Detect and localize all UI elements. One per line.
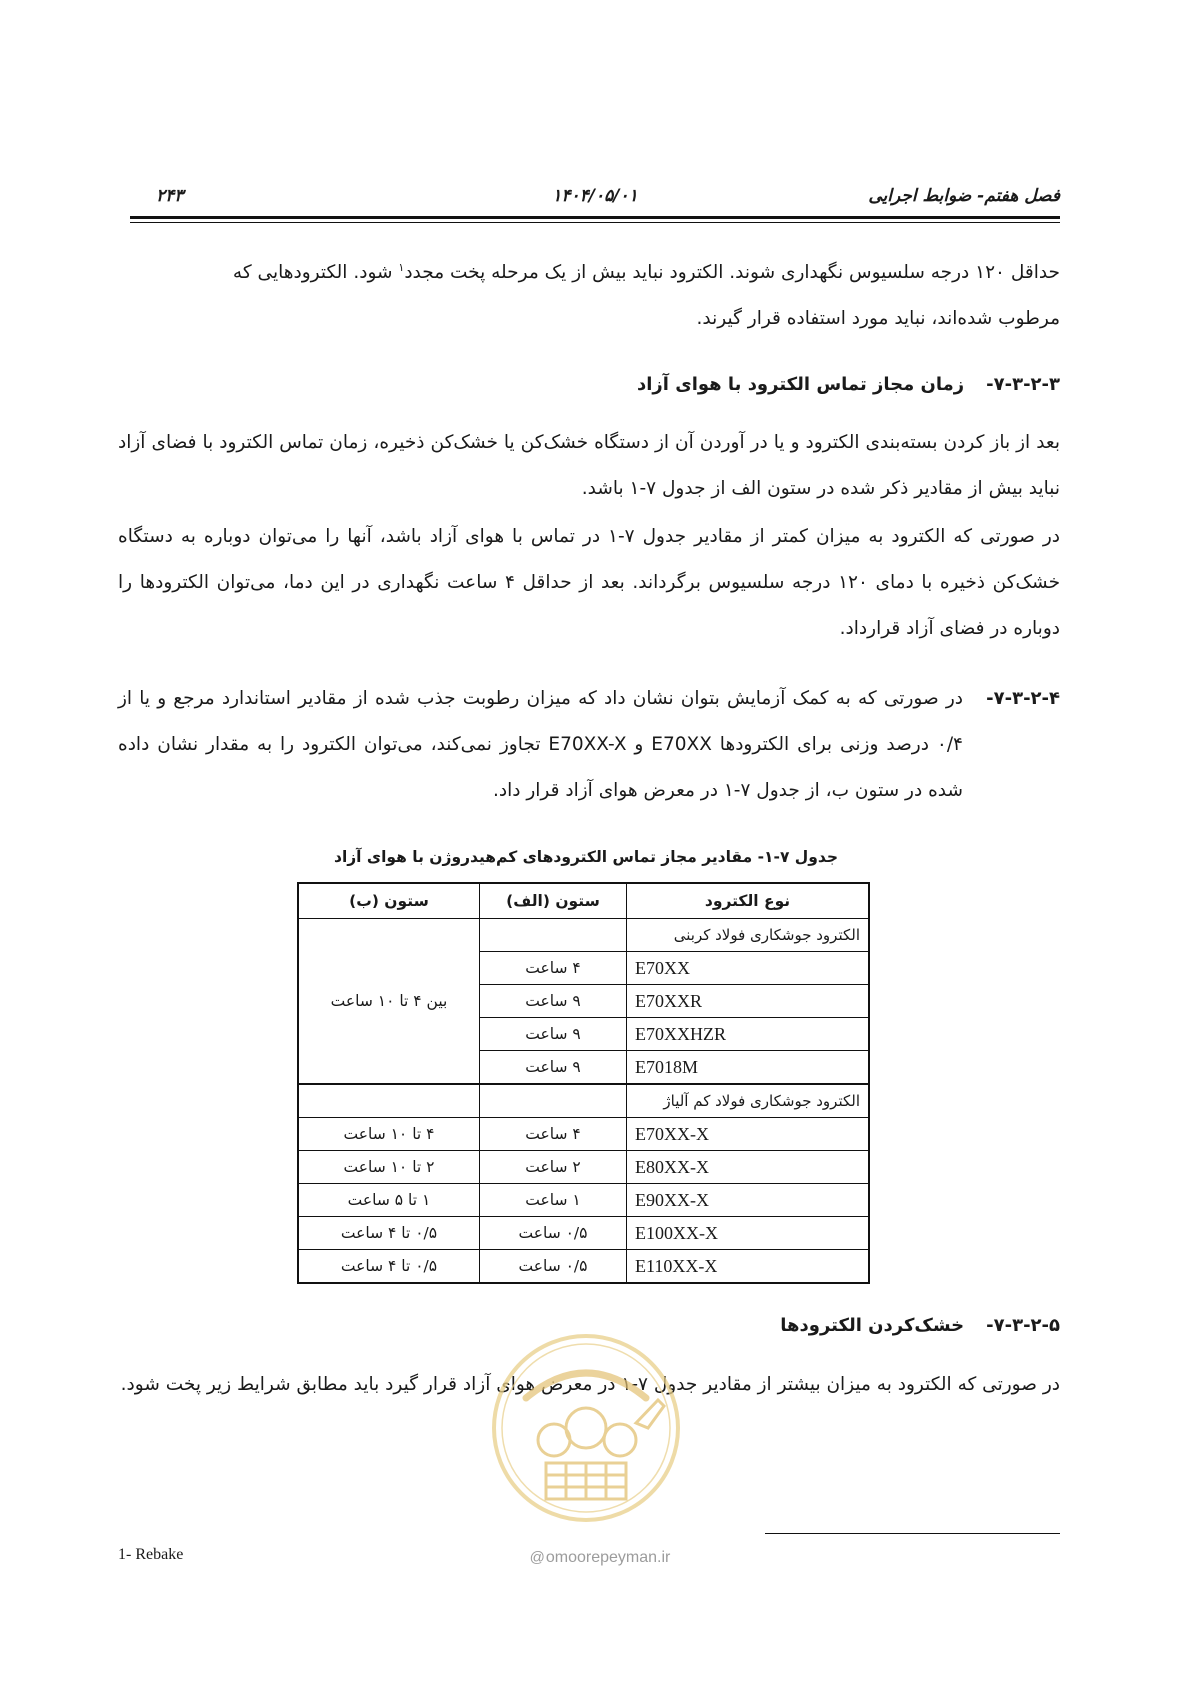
electrode-type-cell: E70XX-X <box>627 1118 870 1151</box>
table-cell-empty <box>298 1084 480 1118</box>
electrode-type-cell: E100XX-X <box>627 1217 870 1250</box>
column-a-cell: ۲ ساعت <box>480 1151 627 1184</box>
intro-line1: حداقل ۱۲۰ درجه سلسیوس نگهداری شوند. الکترود نباید بیش از یک مرحله پخت مجدد <box>404 262 1060 283</box>
header-column-a: ستون (الف) <box>480 883 627 919</box>
column-a-cell: ۹ ساعت <box>480 1018 627 1051</box>
footnote-mark: ۱ <box>398 260 405 274</box>
table-caption: جدول ۷-۱- مقادیر مجاز تماس الکترودهای کم‌هیدروژن با هوای آزاد <box>333 848 839 866</box>
electrode-type-cell: E90XX-X <box>627 1184 870 1217</box>
table-group-row <box>298 1084 869 1118</box>
section-5-paragraph: در صورتی که الکترود به میزان بیشتر از مقادیر جدول ۷-۱ در معرض هوای آزاد قرار گیرد باید مطابق شرایط زیر پخت شود. <box>120 1374 1060 1395</box>
column-a-cell: ۴ ساعت <box>480 1118 627 1151</box>
section-5-number: ۷-۳-۲-۵- <box>986 1315 1060 1336</box>
section-4-number <box>986 688 1060 709</box>
table-cell-empty <box>480 919 627 952</box>
intro-paragraph <box>118 250 1060 342</box>
header-electrode-type: نوع الکترود <box>627 883 870 919</box>
column-b-cell: ۴ تا ۱۰ ساعت <box>298 1118 480 1151</box>
at-icon: @ <box>529 1549 545 1566</box>
column-a-cell: ۰/۵ ساعت <box>480 1217 627 1250</box>
intro-line1-end: شود. الکترودهایی که <box>232 262 399 283</box>
page-number: ۲۴۳ <box>156 186 184 206</box>
footnote: 1- Rebake <box>118 1546 184 1563</box>
electrode-type-cell: E7018M <box>627 1051 870 1085</box>
section-3-paragraph-2: در صورتی که الکترود به میزان کمتر از مقادیر جدول ۷-۱ در تماس با هوای آزاد باشد، آنها را می‌توان دوباره به دستگاه خشک‌کن ذخیره با دمای ۱۲۰ درجه سلسیوس برگرداند. بعد از حداقل ۴ ساعت نگهداری در این دما، می‌توان الکترودها را دوباره در فضای آزاد قرارداد. <box>118 526 1060 639</box>
table-row <box>298 1151 869 1184</box>
column-b-cell: ۰/۵ تا ۴ ساعت <box>298 1217 480 1250</box>
electrode-exposure-table <box>297 882 870 1284</box>
table-row <box>298 1250 869 1284</box>
header-rule-thick <box>130 216 1060 219</box>
column-b-cell: ۱ تا ۵ ساعت <box>298 1184 480 1217</box>
intro-line2: مرطوب شده‌اند، نباید مورد استفاده قرار گیرند. <box>696 308 1060 329</box>
electrode-type-cell: E70XX <box>627 952 870 985</box>
group1-column-b: بین ۴ تا ۱۰ ساعت <box>298 919 480 1085</box>
column-a-cell: ۴ ساعت <box>480 952 627 985</box>
watermark-site <box>500 1549 700 1567</box>
column-b-cell: ۰/۵ تا ۴ ساعت <box>298 1250 480 1284</box>
watermark-site-text: omoorepeyman.ir <box>545 1549 671 1566</box>
column-b-cell: ۲ تا ۱۰ ساعت <box>298 1151 480 1184</box>
column-a-cell: ۰/۵ ساعت <box>480 1250 627 1284</box>
header-rule-thin <box>130 222 1060 223</box>
section-4-paragraph: در صورتی که به کمک آزمایش بتوان نشان داد که میزان رطوبت جذب شده از مقادیر استاندارد مرجع و یا از ۰/۴ درصد وزنی برای الکترودها E70XX و E70XX-X تجاوز نمی‌کند، می‌توان الکترود را به مقدار نشان داده شده در ستون ب، از جدول ۷-۱ در معرض هوای آزاد قرار داد. <box>118 688 963 801</box>
section-3-number: ۷-۳-۲-۳- <box>986 374 1060 395</box>
group1-label: الکترود جوشکاری فولاد کربنی <box>627 919 870 952</box>
electrode-type-cell: E80XX-X <box>627 1151 870 1184</box>
header-date: ۱۴۰۴/۰۵/۰۱ <box>552 186 638 206</box>
table-cell-empty <box>480 1084 627 1118</box>
section-3-title: زمان مجاز تماس الکترود با هوای آزاد <box>637 374 965 395</box>
section-5-heading <box>780 1315 1060 1336</box>
column-a-cell: ۹ ساعت <box>480 985 627 1018</box>
electrode-type-cell: E70XXR <box>627 985 870 1018</box>
table-row <box>298 1184 869 1217</box>
electrode-type-cell: E110XX-X <box>627 1250 870 1284</box>
section-5-title: خشک‌کردن الکترودها <box>780 1315 965 1336</box>
chapter-title: فصل هفتم- ضوابط اجرایی <box>868 186 1060 206</box>
footnote-rule <box>765 1533 1060 1534</box>
table-header-row <box>298 883 869 919</box>
page-header <box>130 186 1060 214</box>
section-3-heading <box>637 374 1060 395</box>
group2-label: الکترود جوشکاری فولاد کم آلیاژ <box>627 1084 870 1118</box>
section-3-paragraph-1: بعد از باز کردن بسته‌بندی الکترود و یا در آوردن آن از دستگاه خشک‌کن یا خشک‌کن ذخیره، زمان تماس الکترود با فضای آزاد نباید بیش از مقادیر ذکر شده در ستون الف از جدول ۷-۱ باشد. <box>118 432 1060 499</box>
table-row <box>298 1217 869 1250</box>
section-4-number-text: ۷-۳-۲-۴- <box>986 688 1060 709</box>
table-group-row <box>298 919 869 952</box>
column-a-cell: ۹ ساعت <box>480 1051 627 1085</box>
electrode-type-cell: E70XXHZR <box>627 1018 870 1051</box>
watermark-stamp-icon <box>486 1328 686 1528</box>
header-column-b: ستون (ب) <box>298 883 480 919</box>
column-a-cell: ۱ ساعت <box>480 1184 627 1217</box>
table-row <box>298 1118 869 1151</box>
